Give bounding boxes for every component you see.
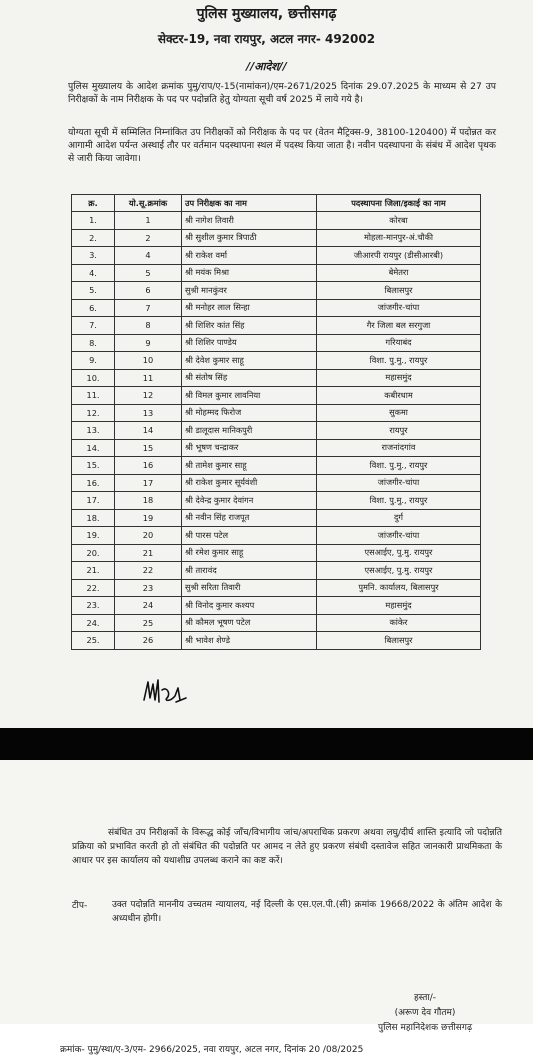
promotion-paragraph: योग्यता सूची में सम्मिलित निम्नांकित उप निरीक्षकों को निरीक्षक के पद पर (वेतन मैट्रिक्स-9, 38100-120400) में पदोन्नत कर आगामी आदेश पर्यन्त अस्थाई तौर पर वर्तमान पदस्थापना स्थल में पदस्थ किया जाता है। नवीन पदस्थापना के संबंध में आदेश पृथक से जारी किया जावेगा। — [68, 127, 496, 164]
cell-serial: 1. — [72, 212, 115, 230]
cell-posting: एसआईए, पु.मु. रायपुर — [317, 544, 481, 562]
cell-merit-number: 14 — [115, 422, 182, 440]
table-row — [72, 334, 481, 352]
table-row — [72, 282, 481, 300]
cell-officer-name: श्री नवीन सिंह राजपूत — [182, 509, 317, 527]
cell-posting: पुमनि. कार्यालय, बिलासपुर — [317, 579, 481, 597]
table-row — [72, 579, 481, 597]
cell-merit-number: 26 — [115, 632, 182, 650]
cell-posting: मोहला-मानपुर-अं.चौकी — [317, 229, 481, 247]
cell-merit-number: 11 — [115, 369, 182, 387]
table-row — [72, 369, 481, 387]
header-posting: पदस्थापना जिला/इकाई का नाम — [317, 195, 481, 212]
cell-officer-name: श्री देवेश कुमार साहू — [182, 352, 317, 370]
cell-merit-number: 24 — [115, 597, 182, 615]
cell-posting: गैर जिला बल सरगुजा — [317, 317, 481, 335]
table-row — [72, 422, 481, 440]
cell-merit-number: 18 — [115, 492, 182, 510]
cell-officer-name: श्री शिशिर पाण्डेय — [182, 334, 317, 352]
cell-merit-number: 23 — [115, 579, 182, 597]
cell-merit-number: 15 — [115, 439, 182, 457]
cell-posting: राजनांदगांव — [317, 439, 481, 457]
cell-officer-name: श्री विमल कुमार लावनिया — [182, 387, 317, 405]
cell-officer-name: श्री शिशिर कांत सिंह — [182, 317, 317, 335]
order-heading: //आदेश// — [246, 60, 287, 73]
enquiry-paragraph: संबंधित उप निरीक्षकों के विरूद्ध कोई जाँच/विभागीय जांच/अपराधिक प्रकरण अथवा लघु/दीर्घ शास्ति इत्यादि जो पदोन्नति प्रक्रिया को प्रभावित करती हो तो संबंधित की पदोन्नति पर आमद न लेते हुए प्रकरण संबंधी दस्तावेज सहित जानकारी प्राथमिकता के आधार पर इस कार्यालय को यथाशीघ्र उपलब्ध कराने का कष्ट करें। — [72, 828, 502, 866]
cell-serial: 7. — [72, 317, 115, 335]
table-row — [72, 299, 481, 317]
cell-merit-number: 5 — [115, 264, 182, 282]
intro-paragraph: पुलिस मुख्यालय के आदेश क्रमांक पुमु/राप/ए-15(नामांकन)/एम-2671/2025 दिनांक 29.07.2025 के माध्यम से 27 उप निरीक्षकों के नाम निरीक्षक के पद पर पदोन्नति हेतु योग्यता सूची वर्ष 2025 में लाये गये है। — [68, 81, 496, 105]
cell-serial: 3. — [72, 247, 115, 265]
cell-serial: 20. — [72, 544, 115, 562]
cell-posting: सुकमा — [317, 404, 481, 422]
table-row — [72, 317, 481, 335]
table-row — [72, 229, 481, 247]
cell-officer-name: श्री भावेश शेण्डे — [182, 632, 317, 650]
cell-serial: 2. — [72, 229, 115, 247]
cell-serial: 16. — [72, 474, 115, 492]
note-text: उक्त पदोन्नति माननीय उच्चतम न्यायालय, नई दिल्ली के एस.एल.पी.(सी) क्रमांक 19668/2022 के अंतिम आदेश के अध्यधीन होगी। — [112, 900, 502, 924]
cell-posting: विशा. पु.मु., रायपुर — [317, 492, 481, 510]
cell-posting: एसआईए, पु.मु. रायपुर — [317, 562, 481, 580]
cell-merit-number: 1 — [115, 212, 182, 230]
table-header-row — [72, 195, 481, 212]
cell-merit-number: 13 — [115, 404, 182, 422]
cell-merit-number: 19 — [115, 509, 182, 527]
header-merit-number: यो.सू.क्रमांक — [115, 195, 182, 212]
handwritten-signature — [140, 676, 188, 706]
cell-serial: 15. — [72, 457, 115, 475]
cell-merit-number: 7 — [115, 299, 182, 317]
cell-merit-number: 16 — [115, 457, 182, 475]
cell-officer-name: श्री राकेश कुमार सूर्यवंशी — [182, 474, 317, 492]
table-row — [72, 509, 481, 527]
cell-posting: विशा. पु.मु., रायपुर — [317, 457, 481, 475]
office-title: पुलिस मुख्यालय, छत्तीसगढ़ — [196, 6, 337, 22]
cell-posting: जांजगीर-चांपा — [317, 527, 481, 545]
officer-designation: पुलिस महानिदेशक छत्तीसगढ़ — [377, 1023, 473, 1033]
cell-officer-name: सुश्री मानकुंवर — [182, 282, 317, 300]
header-officer-name: उप निरीक्षक का नाम — [182, 195, 317, 212]
table-row — [72, 474, 481, 492]
cell-posting: रायपुर — [317, 422, 481, 440]
cell-posting: कबीरधाम — [317, 387, 481, 405]
cell-officer-name: श्री भूषण चन्द्राकर — [182, 439, 317, 457]
cell-officer-name: श्री राकेश वर्मा — [182, 247, 317, 265]
cell-serial: 12. — [72, 404, 115, 422]
cell-posting: बिलासपुर — [317, 632, 481, 650]
cell-posting: महासमुंद — [317, 597, 481, 615]
cell-serial: 4. — [72, 264, 115, 282]
cell-posting: गरियाबंद — [317, 334, 481, 352]
cell-merit-number: 4 — [115, 247, 182, 265]
cell-officer-name: श्री कौमल भूषण पटेल — [182, 614, 317, 632]
cell-posting: महासमुंद — [317, 369, 481, 387]
cell-officer-name: श्री तामेश कुमार साहू — [182, 457, 317, 475]
cell-posting: बिलासपुर — [317, 282, 481, 300]
order-page-two — [0, 760, 533, 1055]
cell-posting: दुर्ग — [317, 509, 481, 527]
cell-officer-name: श्री पारस पटेल — [182, 527, 317, 545]
cell-officer-name: श्री मयंक मिश्रा — [182, 264, 317, 282]
cell-merit-number: 8 — [115, 317, 182, 335]
cell-serial: 19. — [72, 527, 115, 545]
cell-officer-name: श्री नागेश तिवारी — [182, 212, 317, 230]
cell-officer-name: श्री मनोहर लाल सिन्हा — [182, 299, 317, 317]
table-row — [72, 632, 481, 650]
cell-posting: कोरबा — [317, 212, 481, 230]
cell-merit-number: 2 — [115, 229, 182, 247]
cell-serial: 13. — [72, 422, 115, 440]
cell-merit-number: 20 — [115, 527, 182, 545]
cell-posting: जीआरपी रायपुर (डीसीआरबी) — [317, 247, 481, 265]
cell-serial: 6. — [72, 299, 115, 317]
table-row — [72, 562, 481, 580]
cell-posting: जांजगीर-चांपा — [317, 474, 481, 492]
cell-merit-number: 21 — [115, 544, 182, 562]
cell-officer-name: श्री डालूदास मानिकपुरी — [182, 422, 317, 440]
table-row — [72, 264, 481, 282]
office-address: सेक्टर-19, नवा रायपुर, अटल नगर- 492002 — [157, 32, 376, 46]
cell-serial: 22. — [72, 579, 115, 597]
table-row — [72, 439, 481, 457]
signed-mark: हस्ता/- — [413, 993, 437, 1003]
cell-serial: 21. — [72, 562, 115, 580]
cell-serial: 14. — [72, 439, 115, 457]
cell-merit-number: 9 — [115, 334, 182, 352]
cell-merit-number: 10 — [115, 352, 182, 370]
table-row — [72, 387, 481, 405]
cell-officer-name: श्री तारावंद — [182, 562, 317, 580]
table-row — [72, 457, 481, 475]
cell-serial: 17. — [72, 492, 115, 510]
scan-gap-band — [0, 728, 533, 760]
promotion-table — [71, 194, 481, 650]
cell-posting: जांजगीर-चांपा — [317, 299, 481, 317]
cell-serial: 8. — [72, 334, 115, 352]
cell-serial: 11. — [72, 387, 115, 405]
cell-officer-name: श्री विनोद कुमार कश्यप — [182, 597, 317, 615]
cell-serial: 10. — [72, 369, 115, 387]
cell-merit-number: 6 — [115, 282, 182, 300]
cell-merit-number: 22 — [115, 562, 182, 580]
cell-serial: 23. — [72, 597, 115, 615]
table-row — [72, 404, 481, 422]
cell-officer-name: श्री मोहम्मद फिरोज — [182, 404, 317, 422]
cell-serial: 5. — [72, 282, 115, 300]
table-row — [72, 597, 481, 615]
cell-officer-name: श्री रमेश कुमार साहू — [182, 544, 317, 562]
header-serial: क्र. — [72, 195, 115, 212]
cell-merit-number: 17 — [115, 474, 182, 492]
cell-posting: कांकेर — [317, 614, 481, 632]
cell-officer-name: श्री संतोष सिंह — [182, 369, 317, 387]
table-row — [72, 212, 481, 230]
table-row — [72, 544, 481, 562]
officer-name: (अरूण देव गौतम) — [394, 1008, 456, 1018]
table-row — [72, 527, 481, 545]
cell-officer-name: सुश्री सरिता तिवारी — [182, 579, 317, 597]
cell-serial: 25. — [72, 632, 115, 650]
table-row — [72, 614, 481, 632]
reference-line: क्रमांक- पुमु/स्था/ए-3/एम- 2966/2025, नवा रायपुर, अटल नगर, दिनांक 20 /08/2025 — [60, 1045, 364, 1055]
table-row — [72, 247, 481, 265]
cell-merit-number: 12 — [115, 387, 182, 405]
table-row — [72, 352, 481, 370]
cell-serial: 9. — [72, 352, 115, 370]
note-label: टीप- — [72, 901, 88, 911]
cell-officer-name: श्री देवेन्द्र कुमार देवांगन — [182, 492, 317, 510]
cell-posting: बेमेतरा — [317, 264, 481, 282]
cell-officer-name: श्री सुशील कुमार त्रिपाठी — [182, 229, 317, 247]
cell-merit-number: 25 — [115, 614, 182, 632]
cell-serial: 24. — [72, 614, 115, 632]
cell-posting: विशा. पु.मु., रायपुर — [317, 352, 481, 370]
cell-serial: 18. — [72, 509, 115, 527]
table-row — [72, 492, 481, 510]
